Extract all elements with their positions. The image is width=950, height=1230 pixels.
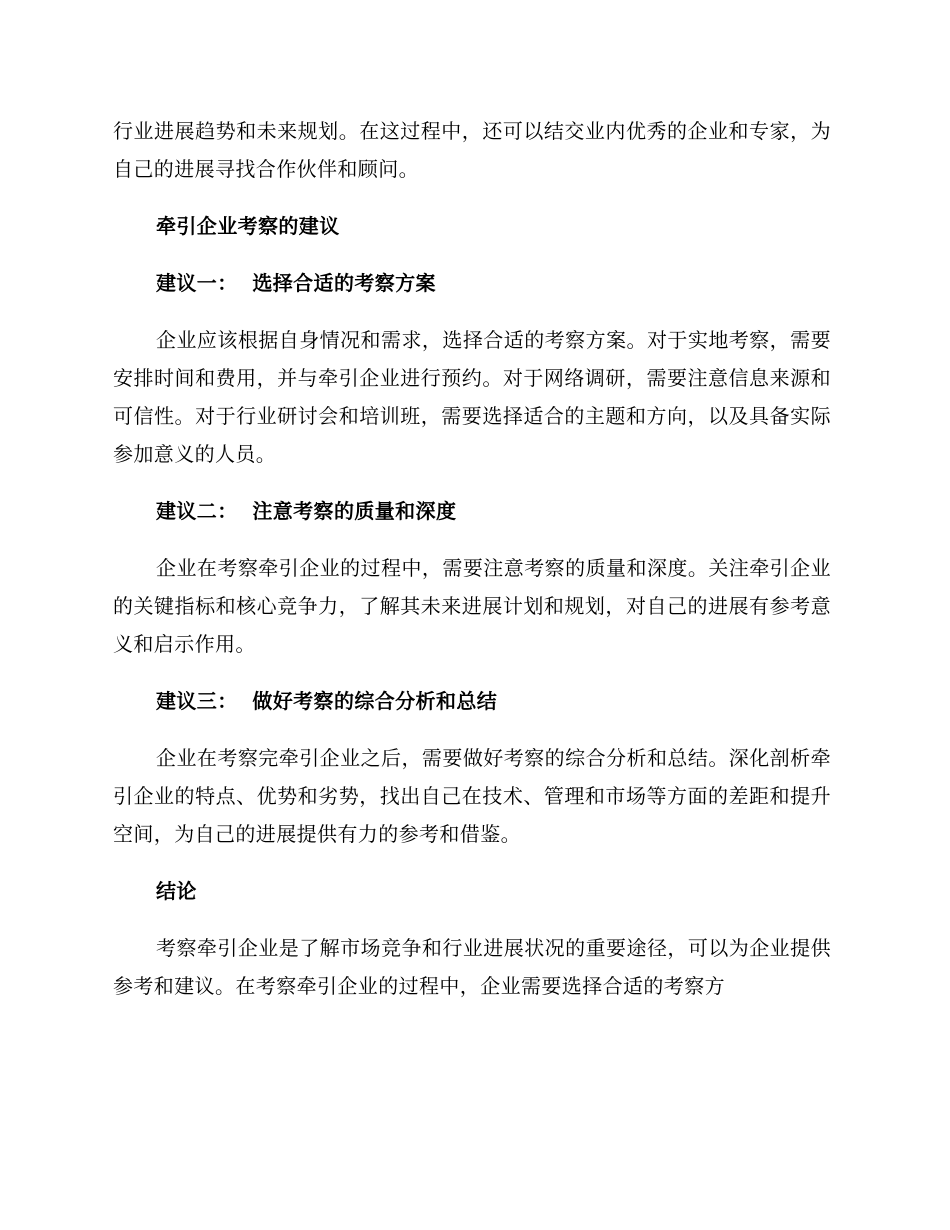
subheading-suggestion-2 xyxy=(113,492,831,530)
subheading-suggestion-1 xyxy=(113,264,831,302)
document-body xyxy=(113,112,831,1024)
suggestion-1-label: 建议一： xyxy=(156,271,238,295)
section-heading-conclusion: 结论 xyxy=(156,879,197,903)
suggestion-3-label: 建议三： xyxy=(156,689,238,713)
subheading-suggestion-3 xyxy=(113,682,831,720)
paragraph-suggestion-2: 企业在考察牵引企业的过程中，需要注意考察的质量和深度。关注牵引企业的关键指标和核心竞争力，了解其未来进展计划和规划，对自己的进展有参考意义和启示作用。 xyxy=(113,556,831,656)
paragraph-continued: 行业进展趋势和未来规划。在这过程中，还可以结交业内优秀的企业和专家，为自己的进展寻找合作伙伴和顾问。 xyxy=(113,119,831,181)
paragraph-conclusion: 考察牵引企业是了解市场竞争和行业进展状况的重要途径，可以为企业提供参考和建议。在考察牵引企业的过程中，企业需要选择合适的考察方 xyxy=(113,936,831,998)
suggestion-2-label: 建议二： xyxy=(156,499,238,523)
suggestion-3-title: 做好考察的综合分析和总结 xyxy=(252,689,498,713)
paragraph-suggestion-3: 企业在考察完牵引企业之后，需要做好考察的综合分析和总结。深化剖析牵引企业的特点、优势和劣势，找出自己在技术、管理和市场等方面的差距和提升空间，为自己的进展提供有力的参考和借鉴。 xyxy=(113,746,831,846)
suggestion-1-title: 选择合适的考察方案 xyxy=(252,271,436,295)
paragraph-suggestion-1: 企业应该根据自身情况和需求，选择合适的考察方案。对于实地考察，需要安排时间和费用，并与牵引企业进行预约。对于网络调研，需要注意信息来源和可信性。对于行业研讨会和培训班，需要选择适合的主题和方向，以及具备实际参加意义的人员。 xyxy=(113,328,831,466)
suggestion-2-title: 注意考察的质量和深度 xyxy=(252,499,457,523)
section-heading-suggestions: 牵引企业考察的建议 xyxy=(156,214,340,238)
